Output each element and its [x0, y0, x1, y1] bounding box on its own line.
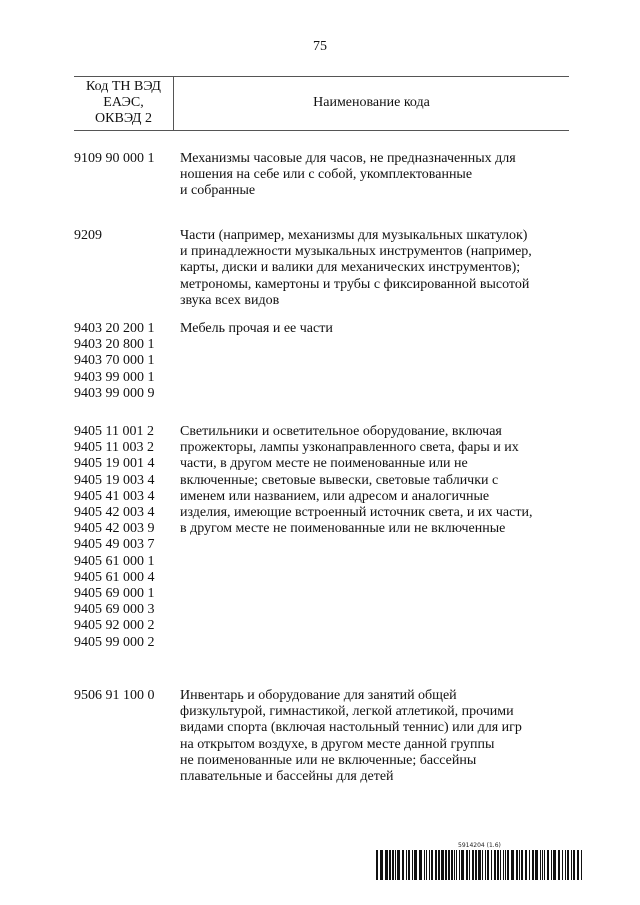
- barcode-bar: [562, 850, 563, 880]
- code-value: 9209: [74, 228, 102, 243]
- code-value: 9405 42 003 4: [74, 505, 155, 521]
- description-line: прожекторы, лампы узконаправленного света, фары и их: [180, 440, 519, 456]
- barcode-bar: [485, 850, 486, 880]
- barcode-bar: [529, 850, 530, 880]
- barcode-bar: [535, 850, 538, 880]
- barcode-bar: [544, 850, 545, 880]
- code-value: 9405 61 000 4: [74, 569, 155, 585]
- barcode-bar: [426, 850, 427, 880]
- barcode-bar: [491, 850, 492, 880]
- description-line: части, в другом месте не поименованные или не: [180, 456, 468, 472]
- code-value: 9405 41 003 4: [74, 488, 155, 504]
- barcode-bar: [540, 850, 541, 880]
- barcode-bar: [469, 850, 470, 880]
- barcode-bar: [542, 850, 543, 880]
- barcode-bar: [419, 850, 422, 880]
- barcode-icon: [376, 850, 586, 880]
- code-value: 9506 91 100 0: [74, 688, 155, 703]
- barcode-bar: [376, 850, 378, 880]
- barcode-bar: [565, 850, 566, 880]
- description-cell: [180, 228, 570, 309]
- description-line: звука всех видов: [180, 292, 280, 308]
- barcode-bar: [500, 850, 501, 880]
- barcode-bar: [482, 850, 483, 880]
- barcode-bar: [424, 850, 425, 880]
- code-value: 9405 49 003 7: [74, 537, 155, 553]
- barcode-bar: [451, 850, 453, 880]
- barcode-bar: [461, 850, 464, 880]
- description-cell: [180, 321, 570, 337]
- barcode-bar: [487, 850, 489, 880]
- barcode-bar: [435, 850, 437, 880]
- description-line: ношения на себе или с собой, укомплектованные: [180, 167, 473, 183]
- barcode-label: 5914204 (1.6): [458, 842, 501, 849]
- barcode-bar: [402, 850, 404, 880]
- barcode-bar: [571, 850, 572, 880]
- code-value: 9403 20 800 1: [74, 337, 155, 353]
- description-line: Механизмы часовые для часов, не предназначенных для: [180, 151, 516, 166]
- header-code-line: ОКВЭД 2: [95, 111, 152, 126]
- code-value: 9405 42 003 9: [74, 521, 155, 537]
- code-cell: [74, 424, 178, 651]
- code-cell: [74, 688, 178, 704]
- barcode-bar: [551, 850, 552, 880]
- code-value: 9405 69 000 3: [74, 602, 155, 618]
- barcode-bar: [406, 850, 407, 880]
- barcode-bar: [553, 850, 556, 880]
- header-name-column: Наименование кода: [313, 95, 430, 110]
- barcode-bar: [412, 850, 413, 880]
- table-header-rule: [74, 130, 569, 131]
- description-line: на открытом воздухе, в другом месте данной группы: [180, 736, 495, 752]
- barcode-bar: [408, 850, 410, 880]
- code-value: 9403 99 000 1: [74, 369, 155, 385]
- description-line: не поименованные или не включенные; бассейны: [180, 752, 477, 768]
- barcode-bar: [525, 850, 527, 880]
- code-value: 9405 19 003 4: [74, 472, 155, 488]
- barcode-bar: [505, 850, 506, 880]
- code-cell: [74, 321, 178, 402]
- description-line: изделия, имеющие встроенный источник света, и их части,: [180, 505, 533, 521]
- code-value: 9403 99 000 9: [74, 385, 155, 401]
- description-cell: [180, 688, 570, 785]
- barcode-bar: [454, 850, 455, 880]
- header-code-column: [74, 79, 173, 127]
- barcode-bar: [466, 850, 468, 880]
- barcode-bar: [431, 850, 433, 880]
- barcode-bar: [429, 850, 430, 880]
- barcode-bar: [577, 850, 579, 880]
- barcode-bar: [414, 850, 417, 880]
- description-line: карты, диски и валики для механических инструментов);: [180, 260, 521, 276]
- barcode-bar: [507, 850, 509, 880]
- barcode-bar: [392, 850, 394, 880]
- barcode-bar: [494, 850, 496, 880]
- code-value: 9405 11 003 2: [74, 440, 154, 456]
- barcode-bar: [438, 850, 440, 880]
- header-code-line: ЕАЭС,: [103, 95, 144, 110]
- page-number: 75: [313, 39, 327, 54]
- description-line: именем или названием, или адресом и аналогичные: [180, 488, 490, 504]
- description-line: Мебель прочая и ее части: [180, 321, 333, 336]
- table-top-rule: [74, 76, 569, 77]
- description-cell: [180, 151, 570, 200]
- barcode-bar: [503, 850, 504, 880]
- barcode-bar: [521, 850, 523, 880]
- description-line: в другом месте не поименованные или не включенные: [180, 521, 506, 537]
- description-line: и принадлежности музыкальных инструментов (например,: [180, 244, 532, 260]
- code-value: 9403 20 200 1: [74, 321, 155, 336]
- barcode-bar: [573, 850, 575, 880]
- barcode-bar: [459, 850, 460, 880]
- code-value: 9405 11 001 2: [74, 424, 154, 439]
- barcode-bar: [472, 850, 474, 880]
- barcode-bar: [445, 850, 447, 880]
- barcode-bar: [397, 850, 400, 880]
- code-value: 9405 19 001 4: [74, 456, 155, 472]
- description-line: и собранные: [180, 183, 256, 199]
- barcode-bar: [478, 850, 481, 880]
- barcode-bar: [516, 850, 518, 880]
- description-line: Части (например, механизмы для музыкальных шкатулок): [180, 228, 528, 243]
- description-line: физкультурой, гимнастикой, легкой атлетикой, прочими: [180, 704, 514, 720]
- barcode-bar: [395, 850, 396, 880]
- code-value: 9403 70 000 1: [74, 353, 155, 369]
- barcode-bar: [497, 850, 499, 880]
- code-value: 9405 92 000 2: [74, 618, 155, 634]
- code-value: 9405 61 000 1: [74, 553, 155, 569]
- description-line: включенные; световые вывески, световые таблички с: [180, 472, 499, 488]
- barcode-bar: [456, 850, 457, 880]
- description-line: Инвентарь и оборудование для занятий общей: [180, 688, 457, 703]
- barcode-bar: [532, 850, 534, 880]
- barcode-bar: [558, 850, 560, 880]
- description-line: плавательные и бассейны для детей: [180, 769, 394, 785]
- code-value: 9405 69 000 1: [74, 586, 155, 602]
- code-cell: [74, 151, 178, 167]
- barcode-bar: [519, 850, 520, 880]
- description-line: метрономы, камертоны и трубы с фиксированной высотой: [180, 276, 530, 292]
- barcode-bar: [380, 850, 383, 880]
- code-cell: [74, 228, 178, 244]
- description-line: Светильники и осветительное оборудование, включая: [180, 424, 502, 439]
- barcode-bar: [441, 850, 444, 880]
- barcode-bar: [567, 850, 569, 880]
- barcode-bar: [547, 850, 549, 880]
- description-cell: [180, 424, 570, 537]
- barcode-bar: [581, 850, 582, 880]
- barcode-bar: [448, 850, 450, 880]
- description-line: видами спорта (включая настольный теннис) или для игр: [180, 720, 522, 736]
- barcode-bar: [511, 850, 514, 880]
- barcode-bar: [385, 850, 388, 880]
- header-code-line: Код ТН ВЭД: [86, 79, 161, 94]
- barcode-bar: [389, 850, 391, 880]
- code-value: 9405 99 000 2: [74, 634, 155, 650]
- code-value: 9109 90 000 1: [74, 151, 155, 166]
- barcode-bar: [475, 850, 477, 880]
